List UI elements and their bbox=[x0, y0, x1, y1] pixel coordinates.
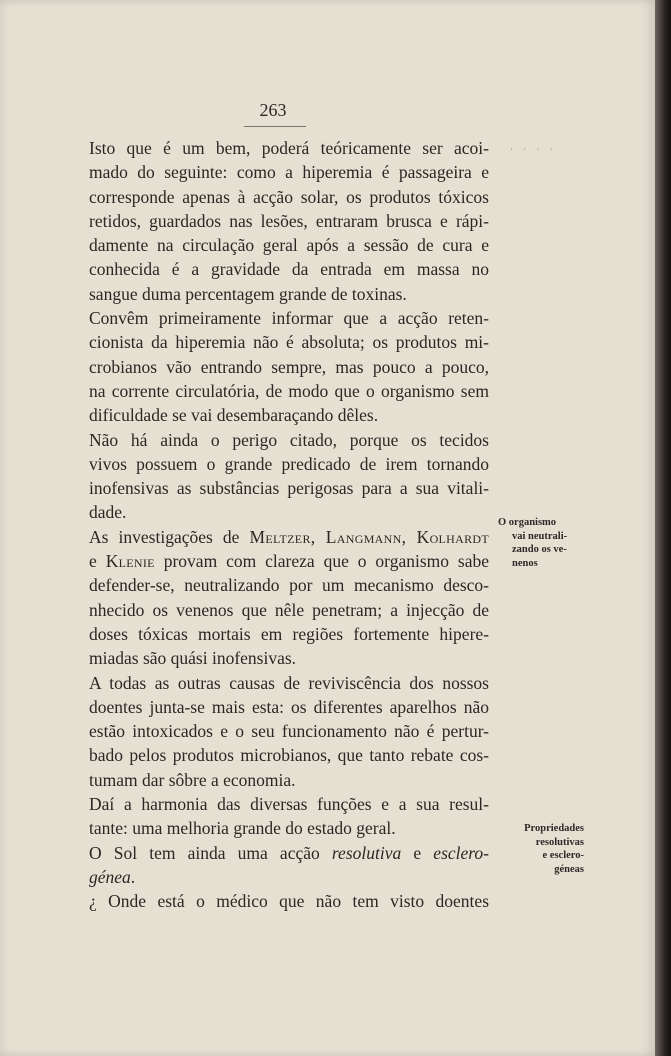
text-line bbox=[89, 525, 489, 549]
text-line: crobianos vão entrando sempre, mas pouco a pouco, bbox=[89, 356, 489, 377]
text-line: estão intoxicados e o seu funcionamento não é pertur- bbox=[89, 721, 489, 742]
text-run: e bbox=[89, 551, 97, 572]
book-edge-shadow bbox=[655, 0, 671, 1056]
margin-note-line: O organismo bbox=[498, 517, 557, 528]
text-line: Isto que é um bem, poderá teóricamente ser acoi- bbox=[89, 138, 489, 158]
text-line: defender-se, neutralizando por um mecanismo desco- bbox=[89, 575, 489, 596]
text-line: corresponde apenas à acção solar, os produtos tóxicos bbox=[89, 186, 489, 207]
margin-note-line: vai neutrali- bbox=[512, 530, 568, 542]
margin-note-properties bbox=[508, 822, 584, 876]
italic-term: génea bbox=[89, 866, 131, 887]
margin-note-line: nenos bbox=[512, 557, 538, 569]
margin-note-line: e esclero- bbox=[542, 850, 584, 861]
text-line: doentes junta-se mais esta: os diferentes aparelhos não bbox=[89, 696, 489, 717]
text-line: Daí a harmonia das diversas funções e a sua resul- bbox=[89, 794, 489, 815]
text-line bbox=[89, 865, 489, 889]
text-line: inofensivas as substâncias perigosas para a sua vitali- bbox=[89, 478, 489, 499]
text-run: As investigações de bbox=[89, 526, 240, 547]
italic-term: resolutiva bbox=[331, 842, 402, 863]
text-line: A todas as outras causas de reviviscência dos nossos bbox=[89, 672, 489, 693]
header-rule bbox=[244, 126, 306, 127]
text-line: ¿ Onde está o médico que não tem visto doentes bbox=[89, 891, 489, 912]
text-line: damente na circulação geral após a sessão de cura e bbox=[89, 235, 489, 256]
text-line: vivos possuem o grande predicado de irem tornando bbox=[89, 453, 489, 474]
text-run: e bbox=[413, 842, 422, 863]
text-line: Convêm primeiramente informar que a acção reten- bbox=[89, 308, 489, 329]
text-line bbox=[89, 549, 489, 573]
paper-specks: · · · · bbox=[510, 144, 557, 154]
text-run: provam com clareza que o organismo sabe bbox=[163, 551, 490, 572]
margin-note-line: resolutivas bbox=[535, 836, 584, 848]
text-line: na corrente circulatória, de modo que o organismo sem bbox=[89, 380, 489, 401]
italic-term: esclero- bbox=[433, 842, 490, 863]
page-number: 263 bbox=[259, 100, 287, 120]
text-line bbox=[89, 841, 489, 865]
text-line: miadas são quási inofensivas. bbox=[89, 648, 297, 669]
text-line: bado pelos produtos microbianos, que tanto rebate cos- bbox=[89, 745, 489, 766]
text-line: retidos, guardados nas lesões, entraram brusca e rápi- bbox=[89, 210, 489, 231]
text-line: sangue duma percentagem grande de toxinas. bbox=[89, 283, 407, 304]
margin-note-line: Propriedades bbox=[524, 823, 584, 834]
text-line: tumam dar sôbre a economia. bbox=[89, 769, 296, 790]
margin-note-line: géneas bbox=[554, 863, 584, 875]
text-line: tante: uma melhoria grande do estado geral. bbox=[89, 818, 396, 839]
text-line: conhecida é a gravidade da entrada em massa no bbox=[89, 259, 489, 280]
margin-note-line: zando os ve- bbox=[512, 544, 567, 555]
author-name: Klenie bbox=[105, 551, 155, 572]
text-run: O Sol tem ainda uma acção bbox=[89, 842, 320, 863]
text-run: . bbox=[130, 866, 136, 887]
text-line: cionista da hiperemia não é absoluta; os produtos mi- bbox=[89, 332, 489, 353]
margin-note-neutralization bbox=[498, 516, 590, 570]
author-names: Meltzer, Langmann, Kolhardt bbox=[249, 526, 489, 547]
text-line: Não há ainda o perigo citado, porque os tecidos bbox=[89, 429, 489, 450]
body-text bbox=[89, 136, 489, 914]
text-line: nhecido os venenos que nêle penetram; a injecção de bbox=[89, 599, 489, 620]
text-line: doses tóxicas mortais em regiões fortemente hipere- bbox=[89, 623, 489, 644]
text-line: mado do seguinte: como a hiperemia é passageira e bbox=[89, 162, 489, 183]
text-line: dade. bbox=[89, 502, 127, 523]
text-line: dificuldade se vai desembaraçando dêles. bbox=[89, 405, 379, 426]
